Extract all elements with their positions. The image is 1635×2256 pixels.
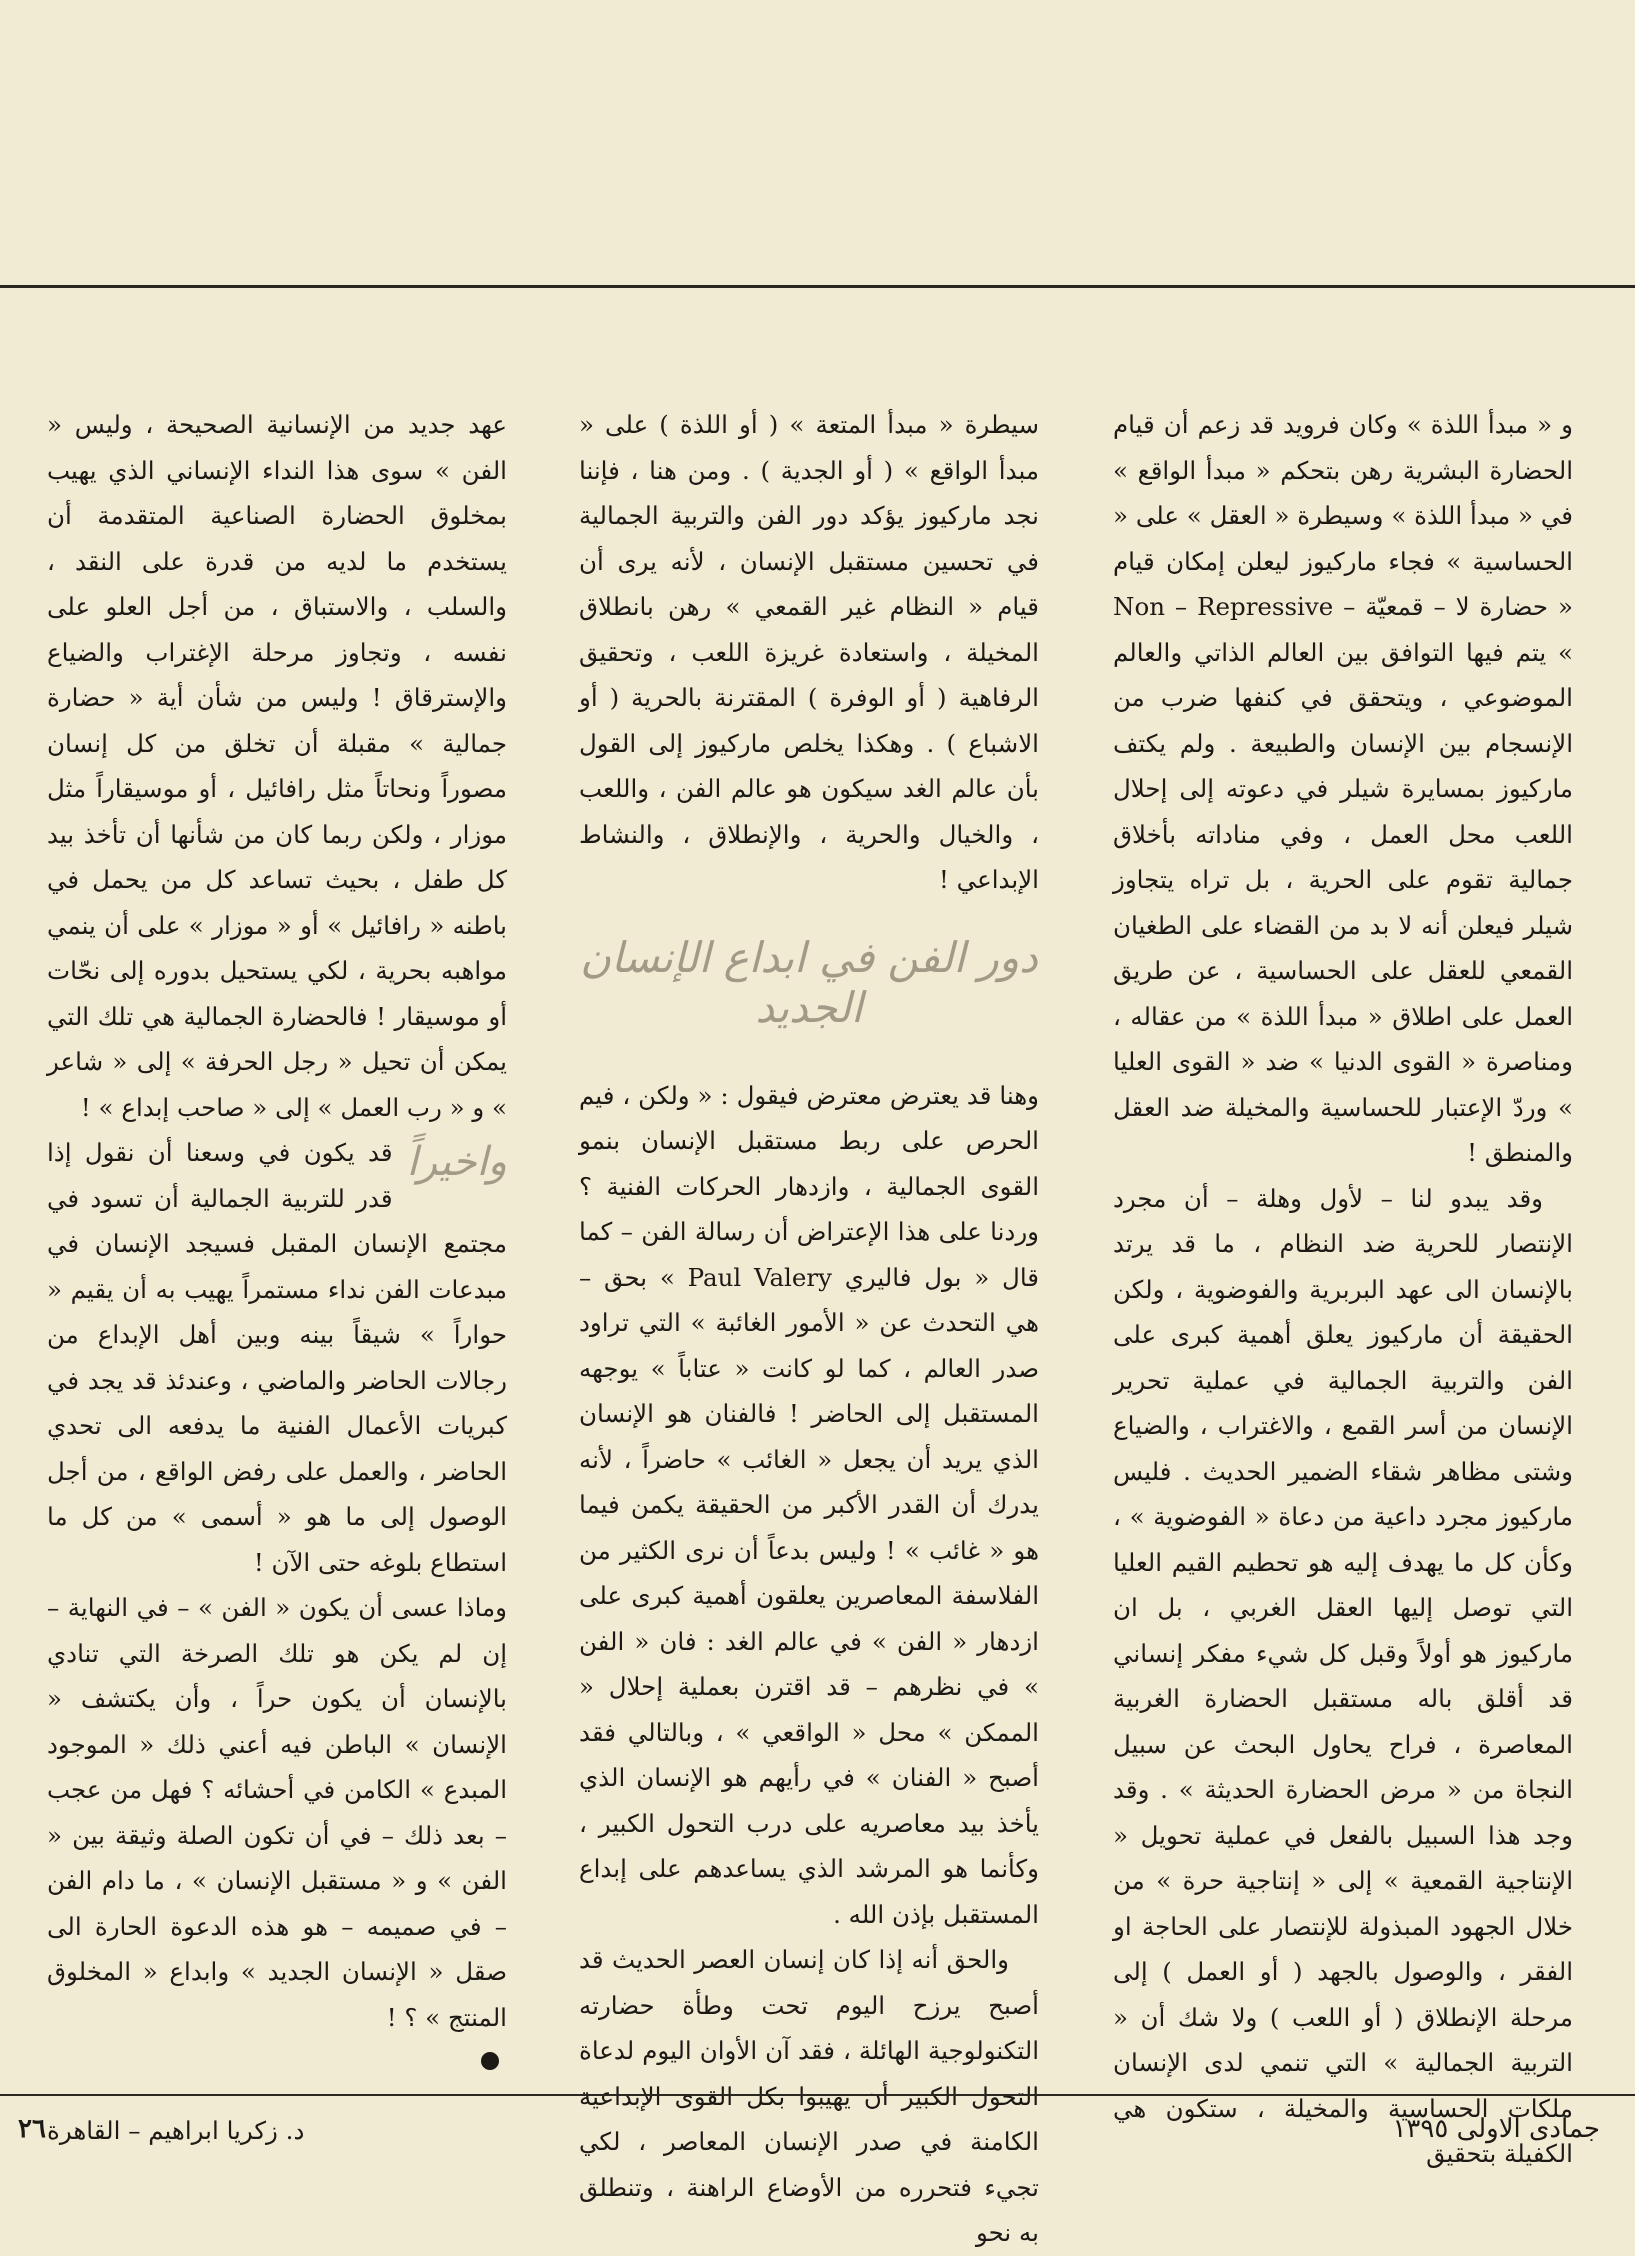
end-of-article-bullet-icon xyxy=(481,2052,499,2070)
paragraph: و « مبدأ اللذة » وكان فرويد قد زعم أن قيام الحضارة البشرية رهن بتحكم « مبدأ الواقع » في « مبدأ اللذة » وسيطرة « العقل » على « الحساسية » فجاء ماركيوز ليعلن إمكان قيام « حضارة لا – قمعيّة – Non – Repressive » يتم فيها التوافق بين العالم الذاتي والعالم الموضوعي ، ويتحقق في كنفها ضرب من الإنسجام بين الإنسان والطبيعة . ولم يكتف ماركيوز بمسايرة شيلر في دعوته إلى إحلال اللعب محل العمل ، وفي مناداته بأخلاق جمالية تقوم على الحرية ، بل تراه يتجاوز شيلر فيعلن أنه لا بد من القضاء على الطغيان القمعي للعقل على الحساسية ، عن طريق العمل على اطلاق « مبدأ اللذة » من عقاله ، ومناصرة « القوى الدنيا » ضد « القوى العليا » وردّ الإعتبار للحساسية والمخيلة ضد العقل والمنطق ! xyxy=(1113,410,1573,1167)
author-signature: د. زكريا ابراهيم – القاهرة xyxy=(47,2116,305,2145)
issue-date: جمادى الاولى ١٣٩٥ xyxy=(1392,2114,1600,2144)
closing-label: واخيراً xyxy=(406,1139,507,1185)
paragraph: وقد يبدو لنا – لأول وهلة – أن مجرد الإنتصار للحرية ضد النظام ، ما قد يرتد بالإنسان الى عهد البربرية والفوضوية ، ولكن الحقيقة أن ماركيوز يعلق أهمية كبرى على الفن والتربية الجمالية في عملية تحرير الإنسان من أسر القمع ، والاغتراب ، والضياع وشتى مظاهر شقاء الضمير الحديث . فليس ماركيوز مجرد داعية من دعاة « الفوضوية » ، وكأن كل ما يهدف إليه هو تحطيم القيم العليا التي توصل إليها العقل الغربي ، بل ان ماركيوز هو أولاً وقبل كل شيء مفكر إنساني قد أقلق باله مستقبل الحضارة الغربية المعاصرة ، فراح يحاول البحث عن سبيل النجاة من « مرض الحضارة الحديثة » . وقد وجد هذا السبيل بالفعل في عملية تحويل « الإنتاجية القمعية » إلى « إنتاجية حرة » من خلال الجهود المبذولة للإنتصار على الحاجة او الفقر ، والوصول بالجهد ( أو العمل ) إلى مرحلة الإنطلاق ( أو اللعب ) ولا شك أن « التربية الجمالية » التي تنمي لدى الإنسان ملكات الحساسية والمخيلة ، ستكون هي الكفيلة بتحقيق xyxy=(1113,1183,1573,2168)
paragraph: عهد جديد من الإنسانية الصحيحة ، وليس « الفن » سوى هذا النداء الإنساني الذي يهيب بمخلوق الحضارة الصناعية المتقدمة أن يستخدم ما لديه من قدرة على النقد ، والسلب ، والاستباق ، من أجل العلو على نفسه ، وتجاوز مرحلة الإغتراب والضياع والإسترقاق ! وليس من شأن أية « حضارة جمالية » مقبلة أن تخلق من كل إنسان مصوراً ونحاتاً مثل رافائيل ، أو موسيقاراً مثل موزار ، ولكن ربما كان من شأنها أن تأخذ بيد كل طفل ، بحيث تساعد كل من يحمل في باطنه « رافائيل » أو « موزار » على أن ينمي مواهبه بحرية ، لكي يستحيل بدوره إلى نحّات أو موسيقار ! فالحضارة الجمالية هي تلك التي يمكن أن تحيل « رجل الحرفة » إلى « شاعر » و « رب العمل » إلى « صاحب إبداع » ! xyxy=(47,410,507,1122)
bottom-divider-line xyxy=(0,2094,1635,2096)
paragraph: قد يكون في وسعنا أن نقول إذا قدر للتربية الجمالية أن تسود في مجتمع الإنسان المقبل فسيجد الإنسان في مبدعات الفن نداء مستمراً يهيب به أن يقيم « حواراً » شيقاً بينه وبين أهل الإبداع من رجالات الحاضر والماضي ، وعندئذ قد يجد في كبريات الأعمال الفنية ما يدفعه الى تحدي الحاضر ، والعمل على رفض الواقع ، من أجل الوصول إلى ما هو « أسمى » من كل ما استطاع بلوغه حتى الآن ! xyxy=(47,1138,507,1577)
article-column-right xyxy=(1113,402,1573,2177)
top-divider-line xyxy=(0,285,1635,288)
page-number: ٢٦ xyxy=(18,2114,46,2144)
article-column-left xyxy=(47,402,507,2154)
paragraph: وماذا عسى أن يكون « الفن » – في النهاية – إن لم يكن هو تلك الصرخة التي تنادي بالإنسان أن يكون حراً ، وأن يكتشف « الإنسان » الباطن فيه أعني ذلك « الموجود المبدع » الكامن في أحشائه ؟ فهل من عجب – بعد ذلك – في أن تكون الصلة وثيقة بين « الفن » و « مستقبل الإنسان » ، ما دام الفن – في صميمه – هو هذه الدعوة الحارة الى صقل « الإنسان الجديد » وابداع « المخلوق المنتج » ؟ ! xyxy=(47,1593,507,2032)
paragraph: والحق أنه إذا كان إنسان العصر الحديث قد أصبح يرزح اليوم تحت وطأة حضارته التكنولوجية الهائلة ، فقد آن الأوان اليوم لدعاة التحول الكبير أن يهيبوا بكل القوى الإبداعية الكامنة في صدر الإنسان المعاصر ، لكي تجيء فتحرره من الأوضاع الراهنة ، وتنطلق به نحو xyxy=(579,1945,1039,2247)
section-heading: دور الفن في ابداع الإنسان الجديد xyxy=(580,932,1038,1032)
article-column-middle xyxy=(579,402,1039,2256)
closing-section xyxy=(47,1130,507,1585)
paragraph: وهنا قد يعترض معترض فيقول : « ولكن ، فيم الحرص على ربط مستقبل الإنسان بنمو القوى الجمالية ، وازدهار الحركات الفنية ؟ وردنا على هذا الإعتراض أن رسالة الفن – كما قال « بول فاليري Paul Valery » بحق – هي التحدث عن « الأمور الغائبة » التي تراود صدر العالم ، كما لو كانت « عتاباً » يوجهه المستقبل إلى الحاضر ! فالفنان هو الإنسان الذي يريد أن يجعل « الغائب » حاضراً ، لأنه يدرك أن القدر الأكبر من الحقيقة يكمن فيما هو « غائب » ! وليس بدعاً أن نرى الكثير من الفلاسفة المعاصرين يعلقون أهمية كبرى على ازدهار « الفن » في عالم الغد : فان « الفن » في نظرهم – قد اقترن بعملية إحلال « الممكن » محل « الواقعي » ، وبالتالي فقد أصبح « الفنان » في رأيهم هو الإنسان الذي يأخذ بيد معاصريه على درب التحول الكبير ، وكأنما هو المرشد الذي يساعدهم على إبداع المستقبل بإذن الله . xyxy=(579,1080,1040,1929)
paragraph: سيطرة « مبدأ المتعة » ( أو اللذة ) على « مبدأ الواقع » ( أو الجدية ) . ومن هنا ، فإننا نجد ماركيوز يؤكد دور الفن والتربية الجمالية في تحسين مستقبل الإنسان ، لأنه يرى أن قيام « النظام غير القمعي » رهن بانطلاق المخيلة ، واستعادة غريزة اللعب ، وتحقيق الرفاهية ( أو الوفرة ) المقترنة بالحرية ( أو الاشباع ) . وهكذا يخلص ماركيوز إلى القول بأن عالم الغد سيكون هو عالم الفن ، واللعب ، والخيال والحرية ، والإنطلاق ، والنشاط الإبداعي ! xyxy=(579,410,1039,894)
